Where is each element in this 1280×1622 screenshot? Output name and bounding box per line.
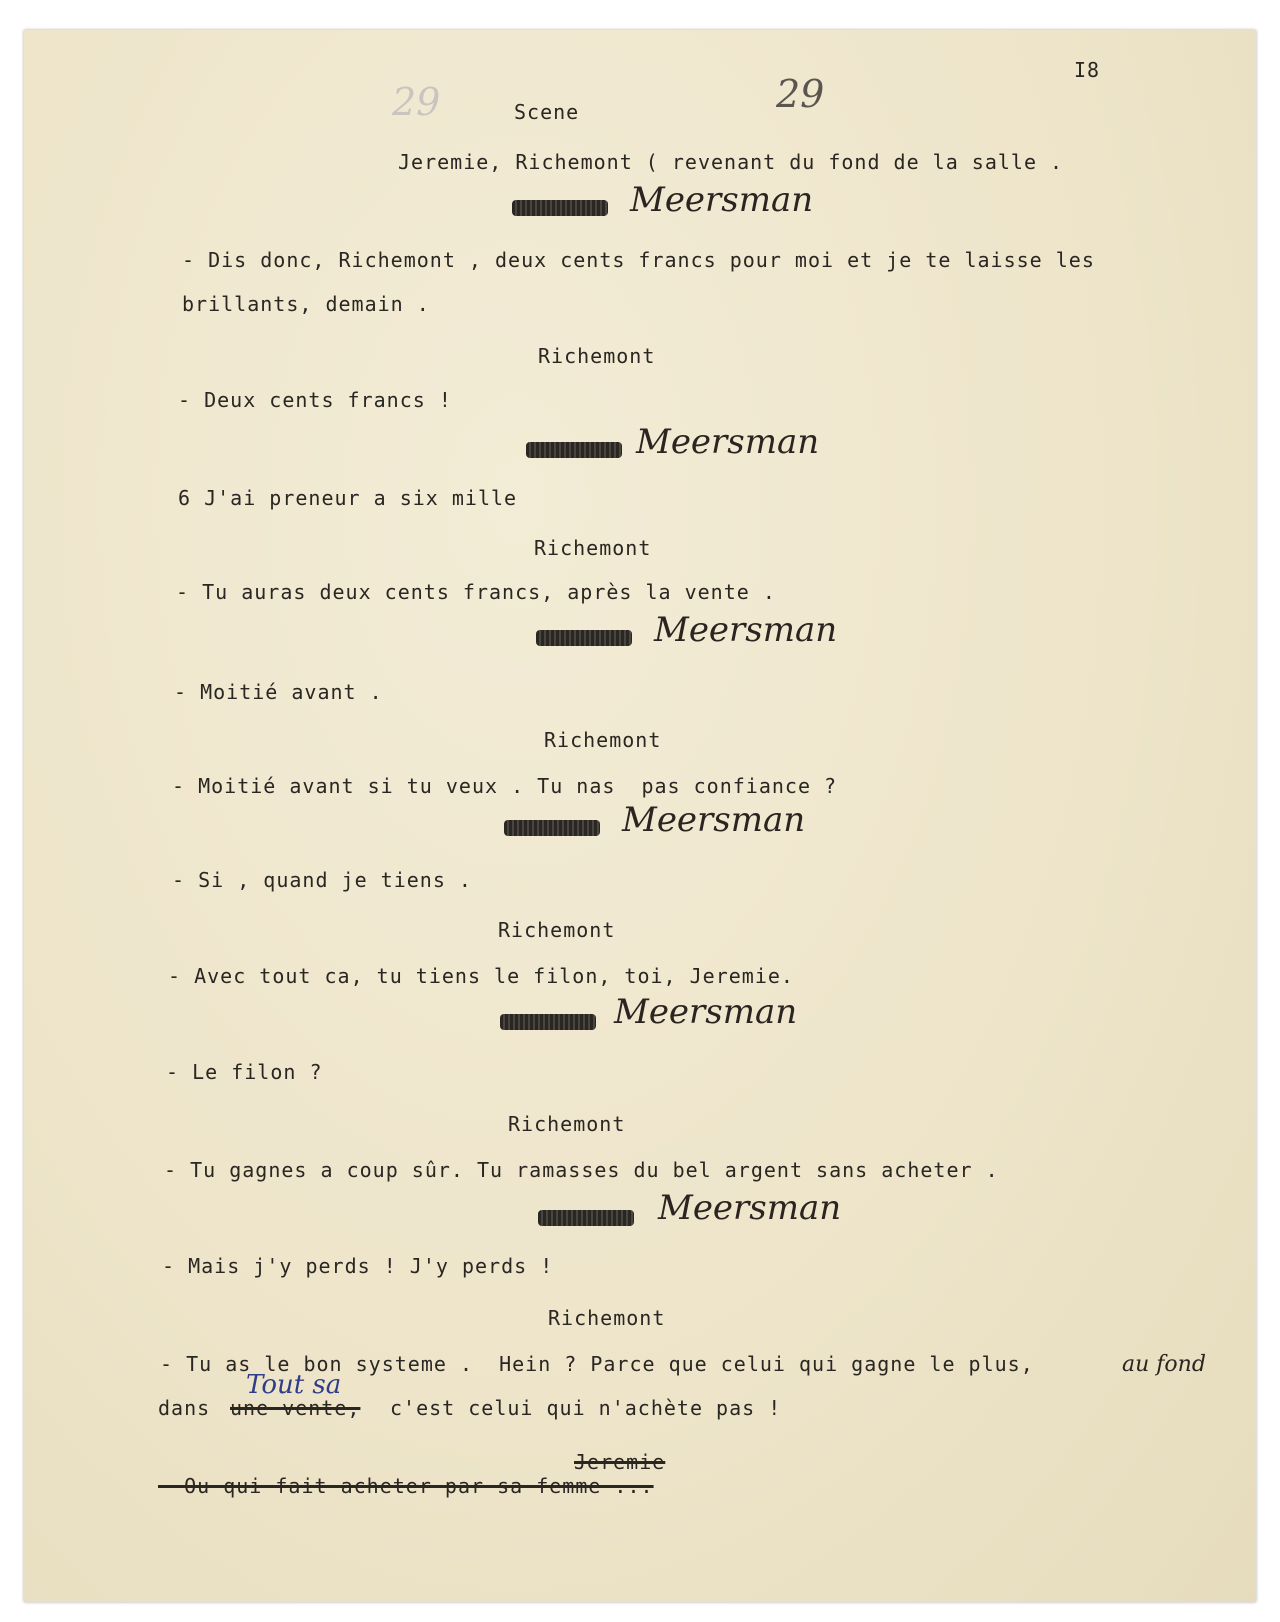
dialogue-line: - Tu auras deux cents francs, après la vente . bbox=[176, 580, 776, 604]
speaker-name: Richemont bbox=[548, 1306, 666, 1330]
struck-speaker-name: Jeremie bbox=[574, 1450, 666, 1474]
page-number: I8 bbox=[1074, 58, 1101, 82]
handwritten-speaker-name: Meersman bbox=[654, 610, 838, 650]
struck-speaker-name bbox=[536, 630, 632, 646]
struck-speaker-name bbox=[512, 200, 608, 216]
margin-insertion: au fond bbox=[1122, 1352, 1206, 1377]
dialogue-line: - Dis donc, Richemont , deux cents francs pour moi et je te laisse les bbox=[182, 248, 1095, 272]
speaker-name: Richemont bbox=[538, 344, 656, 368]
dialogue-line: - Tu gagnes a coup sûr. Tu ramasses du bel argent sans acheter . bbox=[164, 1158, 999, 1182]
dialogue-line: 6 J'ai preneur a six mille bbox=[178, 486, 518, 510]
handwritten-speaker-name: Meersman bbox=[614, 992, 798, 1032]
faint-page-number: 29 bbox=[392, 80, 441, 124]
dialogue-line: - Moitié avant si tu veux . Tu nas pas confiance ? bbox=[172, 774, 838, 798]
stage-direction: Jeremie, Richemont ( revenant du fond de la salle . bbox=[398, 150, 1064, 174]
dialogue-line: - Moitié avant . bbox=[174, 680, 383, 704]
speaker-name: Richemont bbox=[544, 728, 662, 752]
dialogue-line: c'est celui qui n'achète pas ! bbox=[390, 1396, 782, 1420]
struck-speaker-name bbox=[500, 1014, 596, 1030]
dialogue-line: dans bbox=[158, 1396, 211, 1420]
pencil-page-number: 29 bbox=[776, 72, 825, 116]
blue-insertion: Tout sa bbox=[246, 1370, 342, 1400]
handwritten-speaker-name: Meersman bbox=[622, 800, 806, 840]
struck-speaker-name bbox=[538, 1210, 634, 1226]
struck-dialogue-line: - Ou qui fait acheter par sa femme ... bbox=[158, 1474, 654, 1498]
handwritten-speaker-name: Meersman bbox=[658, 1188, 842, 1228]
dialogue-line: - Le filon ? bbox=[166, 1060, 323, 1084]
handwritten-speaker-name: Meersman bbox=[630, 180, 814, 220]
struck-speaker-name bbox=[526, 442, 622, 458]
dialogue-line: - Deux cents francs ! bbox=[178, 388, 452, 412]
dialogue-line: - Si , quand je tiens . bbox=[172, 868, 472, 892]
scene-title: Scene bbox=[514, 100, 580, 124]
handwritten-speaker-name: Meersman bbox=[636, 422, 820, 462]
dialogue-line: - Avec tout ca, tu tiens le filon, toi, Jeremie. bbox=[168, 964, 794, 988]
struck-words: une vente, bbox=[230, 1396, 361, 1420]
dialogue-line: brillants, demain . bbox=[182, 292, 430, 316]
dialogue-line: - Mais j'y perds ! J'y perds ! bbox=[162, 1254, 554, 1278]
dialogue-line: - Tu as le bon systeme . Hein ? Parce que celui qui gagne le plus, bbox=[160, 1352, 1034, 1376]
struck-speaker-name bbox=[504, 820, 600, 836]
speaker-name: Richemont bbox=[508, 1112, 626, 1136]
speaker-name: Richemont bbox=[498, 918, 616, 942]
typewritten-page bbox=[24, 30, 1256, 1602]
speaker-name: Richemont bbox=[534, 536, 652, 560]
